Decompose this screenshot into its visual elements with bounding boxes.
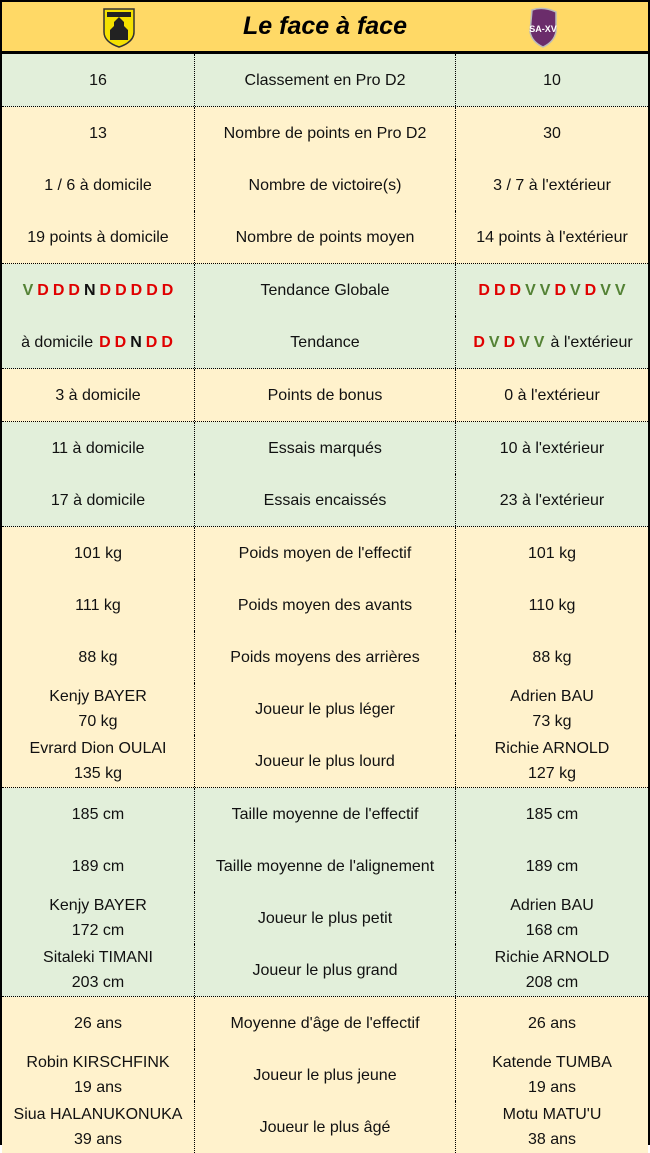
label-text: Points de bonus bbox=[267, 386, 383, 404]
away-value bbox=[456, 840, 648, 892]
table-row bbox=[2, 211, 648, 263]
stat-label bbox=[195, 840, 456, 892]
table-row bbox=[2, 316, 648, 368]
table-row bbox=[2, 631, 648, 683]
home-value bbox=[2, 1101, 195, 1153]
label-text: Joueur le plus âgé bbox=[259, 1118, 391, 1136]
table-row bbox=[2, 54, 648, 106]
label-text: Taille moyenne de l'alignement bbox=[215, 857, 435, 875]
home-value bbox=[2, 579, 195, 631]
stat-label bbox=[195, 474, 456, 526]
label-text: Essais marqués bbox=[268, 439, 382, 457]
value-line: 189 cm bbox=[71, 857, 125, 875]
stat-label bbox=[195, 1049, 456, 1101]
stat-label bbox=[195, 631, 456, 683]
label-text: Joueur le plus grand bbox=[252, 961, 398, 979]
away-value bbox=[456, 944, 648, 996]
value-line: 101 kg bbox=[73, 544, 123, 562]
label-text: Joueur le plus lourd bbox=[255, 752, 395, 770]
section bbox=[2, 54, 648, 107]
form-result: D bbox=[114, 333, 127, 351]
table-row bbox=[2, 735, 648, 787]
value-line: Kenjy BAYER bbox=[49, 688, 147, 705]
section bbox=[2, 422, 648, 527]
form-result: D bbox=[37, 281, 49, 299]
form-result: N bbox=[83, 281, 96, 299]
away-value bbox=[456, 54, 648, 106]
value-detail: 70 kg bbox=[78, 713, 118, 730]
stat-label bbox=[195, 788, 456, 840]
label-text: Poids moyens des arrières bbox=[230, 648, 420, 666]
stat-label bbox=[195, 107, 456, 159]
table-row bbox=[2, 264, 648, 316]
stat-label bbox=[195, 997, 456, 1049]
value-line: Adrien BAU bbox=[510, 897, 594, 914]
stat-label bbox=[195, 159, 456, 211]
value-line: Adrien BAU bbox=[510, 688, 594, 705]
away-value bbox=[456, 1101, 648, 1153]
label-text: Nombre de points en Pro D2 bbox=[223, 124, 427, 142]
away-value bbox=[456, 631, 648, 683]
away-value bbox=[456, 316, 648, 368]
value-line: Richie ARNOLD bbox=[494, 949, 610, 966]
stat-label bbox=[195, 211, 456, 263]
home-value bbox=[2, 422, 195, 474]
value-line: Kenjy BAYER bbox=[49, 897, 147, 914]
away-value bbox=[456, 735, 648, 787]
label-text: Joueur le plus petit bbox=[257, 909, 393, 927]
value-detail: 203 cm bbox=[71, 974, 125, 991]
label-text: Moyenne d'âge de l'effectif bbox=[230, 1014, 420, 1032]
form-result: V bbox=[539, 281, 551, 299]
table-row bbox=[2, 1101, 648, 1153]
value-line: 88 kg bbox=[78, 648, 118, 666]
home-value bbox=[2, 997, 195, 1049]
home-value bbox=[2, 159, 195, 211]
away-value bbox=[456, 159, 648, 211]
away-team-logo bbox=[526, 6, 560, 48]
value-detail: 73 kg bbox=[532, 713, 572, 730]
form-sequence bbox=[21, 330, 175, 355]
table-row bbox=[2, 159, 648, 211]
stat-label bbox=[195, 422, 456, 474]
label-text: Poids moyen des avants bbox=[237, 596, 413, 614]
label-text: Tendance bbox=[290, 333, 360, 351]
header bbox=[2, 2, 648, 54]
value-line: 30 bbox=[543, 124, 561, 142]
home-value bbox=[2, 211, 195, 263]
value-line: Richie ARNOLD bbox=[494, 740, 610, 757]
value-line: 14 points à l'extérieur bbox=[476, 228, 628, 246]
value-detail: 39 ans bbox=[73, 1131, 123, 1148]
value-line: 88 kg bbox=[532, 648, 572, 666]
value-line: 111 kg bbox=[75, 596, 121, 614]
label-text: Tendance Globale bbox=[260, 281, 390, 299]
form-result: V bbox=[488, 333, 500, 351]
form-result: V bbox=[519, 333, 530, 351]
form-result: D bbox=[161, 333, 173, 351]
home-value bbox=[2, 264, 195, 316]
value-line: 23 à l'extérieur bbox=[499, 491, 605, 509]
label-text: Joueur le plus jeune bbox=[253, 1066, 397, 1084]
home-value bbox=[2, 527, 195, 579]
form-result: N bbox=[130, 333, 142, 351]
stat-label bbox=[195, 579, 456, 631]
form-result: V bbox=[614, 281, 626, 299]
value-line: 110 kg bbox=[528, 596, 576, 614]
stat-label bbox=[195, 527, 456, 579]
label-text: Joueur le plus léger bbox=[255, 700, 395, 718]
home-value bbox=[2, 107, 195, 159]
home-value bbox=[2, 788, 195, 840]
form-result: D bbox=[161, 281, 174, 299]
form-sequence bbox=[471, 330, 632, 355]
home-value bbox=[2, 892, 195, 944]
form-prefix: à domicile bbox=[21, 333, 94, 351]
form-result: D bbox=[509, 281, 522, 299]
table-row bbox=[2, 840, 648, 892]
section bbox=[2, 788, 648, 997]
table-row bbox=[2, 788, 648, 840]
stat-label bbox=[195, 735, 456, 787]
form-result: D bbox=[473, 333, 485, 351]
value-detail: 38 ans bbox=[527, 1131, 577, 1148]
value-line: 185 cm bbox=[525, 805, 579, 823]
stat-label bbox=[195, 944, 456, 996]
value-detail: 172 cm bbox=[71, 922, 125, 939]
away-value bbox=[456, 997, 648, 1049]
label-text: Classement en Pro D2 bbox=[244, 71, 406, 89]
away-value bbox=[456, 788, 648, 840]
form-result: D bbox=[478, 281, 490, 299]
away-value bbox=[456, 579, 648, 631]
table-row bbox=[2, 1049, 648, 1101]
home-team-logo bbox=[102, 6, 136, 48]
label-text: Taille moyenne de l'effectif bbox=[231, 805, 419, 823]
form-result: V bbox=[570, 281, 581, 299]
form-result: D bbox=[146, 281, 158, 299]
stat-label bbox=[195, 54, 456, 106]
stat-label bbox=[195, 369, 456, 421]
form-result: D bbox=[115, 281, 127, 299]
form-sequence bbox=[476, 278, 627, 303]
table-row bbox=[2, 527, 648, 579]
svg-text:SA-XV: SA-XV bbox=[529, 24, 557, 34]
away-value bbox=[456, 1049, 648, 1101]
table-row bbox=[2, 892, 648, 944]
section bbox=[2, 527, 648, 788]
value-line: 17 à domicile bbox=[50, 491, 146, 509]
value-line: 101 kg bbox=[527, 544, 577, 562]
form-sequence bbox=[21, 278, 176, 303]
table-body bbox=[2, 54, 648, 1153]
form-result: D bbox=[130, 281, 143, 299]
value-line: 189 cm bbox=[525, 857, 579, 875]
value-line: 19 points à domicile bbox=[27, 228, 169, 246]
home-value bbox=[2, 316, 195, 368]
form-result: V bbox=[600, 281, 611, 299]
value-line: 185 cm bbox=[71, 805, 125, 823]
form-result: D bbox=[99, 333, 111, 351]
value-line: Evrard Dion OULAI bbox=[29, 740, 167, 757]
value-line: 10 à l'extérieur bbox=[499, 439, 605, 457]
away-value bbox=[456, 892, 648, 944]
table-row bbox=[2, 369, 648, 421]
stat-label bbox=[195, 1101, 456, 1153]
home-value bbox=[2, 54, 195, 106]
form-result: D bbox=[145, 333, 158, 351]
value-line: 3 / 7 à l'extérieur bbox=[493, 176, 611, 194]
home-value bbox=[2, 735, 195, 787]
stat-label bbox=[195, 316, 456, 368]
away-value bbox=[456, 107, 648, 159]
stat-label bbox=[195, 683, 456, 735]
form-result: D bbox=[503, 333, 516, 351]
away-value bbox=[456, 211, 648, 263]
away-value bbox=[456, 474, 648, 526]
section bbox=[2, 369, 648, 422]
form-result: D bbox=[493, 281, 506, 299]
home-value bbox=[2, 474, 195, 526]
value-detail: 127 kg bbox=[527, 765, 577, 782]
home-value bbox=[2, 631, 195, 683]
table-row bbox=[2, 997, 648, 1049]
label-text: Essais encaissés bbox=[263, 491, 387, 509]
page-title: Le face à face bbox=[243, 12, 407, 40]
section bbox=[2, 107, 648, 264]
table-row bbox=[2, 683, 648, 735]
form-result: D bbox=[554, 281, 566, 299]
form-result: D bbox=[52, 281, 65, 299]
label-text: Nombre de victoire(s) bbox=[248, 176, 402, 194]
value-detail: 135 kg bbox=[73, 765, 123, 782]
value-line: 26 ans bbox=[73, 1014, 123, 1032]
away-value bbox=[456, 369, 648, 421]
section bbox=[2, 997, 648, 1153]
value-detail: 168 cm bbox=[525, 922, 579, 939]
label-text: Nombre de points moyen bbox=[235, 228, 415, 246]
table-row bbox=[2, 474, 648, 526]
away-value bbox=[456, 527, 648, 579]
value-line: Motu MATU'U bbox=[502, 1106, 602, 1123]
value-detail: 19 ans bbox=[527, 1079, 577, 1096]
form-result: D bbox=[584, 281, 597, 299]
form-result: V bbox=[22, 281, 34, 299]
value-line: 1 / 6 à domicile bbox=[44, 176, 152, 194]
value-line: 3 à domicile bbox=[55, 386, 141, 404]
value-line: 13 bbox=[89, 124, 107, 142]
home-value bbox=[2, 683, 195, 735]
table-row bbox=[2, 579, 648, 631]
value-line: 26 ans bbox=[527, 1014, 577, 1032]
value-line: 0 à l'extérieur bbox=[504, 386, 600, 404]
away-value bbox=[456, 264, 648, 316]
home-value bbox=[2, 369, 195, 421]
away-value bbox=[456, 683, 648, 735]
stat-label bbox=[195, 264, 456, 316]
home-value bbox=[2, 1049, 195, 1101]
value-line: Robin KIRSCHFINK bbox=[26, 1054, 170, 1071]
table-row bbox=[2, 107, 648, 159]
value-detail: 208 cm bbox=[525, 974, 579, 991]
form-result: V bbox=[525, 281, 536, 299]
table-row bbox=[2, 944, 648, 996]
form-result: V bbox=[533, 333, 545, 351]
stat-label bbox=[195, 892, 456, 944]
form-result: D bbox=[68, 281, 80, 299]
away-value bbox=[456, 422, 648, 474]
value-line: 16 bbox=[89, 71, 107, 89]
label-text: Poids moyen de l'effectif bbox=[238, 544, 412, 562]
value-detail: 19 ans bbox=[73, 1079, 123, 1096]
value-line: Siua HALANUKONUKA bbox=[13, 1106, 183, 1123]
section bbox=[2, 264, 648, 369]
form-result: D bbox=[99, 281, 112, 299]
value-line: Sitaleki TIMANI bbox=[43, 949, 153, 966]
form-suffix: à l'extérieur bbox=[550, 333, 633, 351]
value-line: 10 bbox=[543, 71, 561, 89]
value-line: Katende TUMBA bbox=[492, 1054, 612, 1071]
table-row bbox=[2, 422, 648, 474]
value-line: 11 à domicile bbox=[51, 439, 145, 457]
home-value bbox=[2, 944, 195, 996]
home-value bbox=[2, 840, 195, 892]
